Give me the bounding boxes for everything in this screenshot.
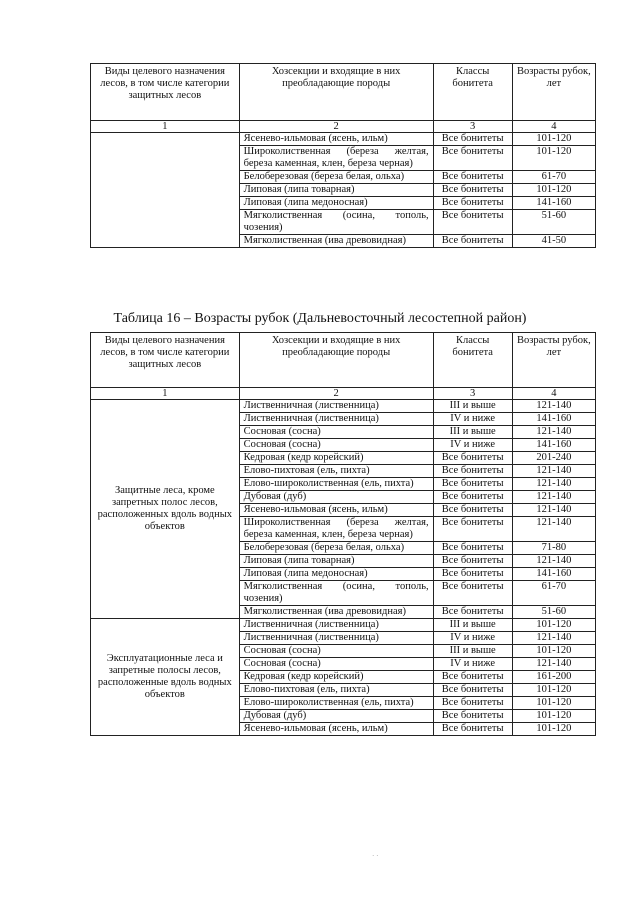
section-cell: Белоберезовая (береза белая, ольха) <box>239 171 433 184</box>
age-cell: 161-200 <box>512 671 595 684</box>
section-cell: Белоберезовая (береза белая, ольха) <box>239 542 433 555</box>
section-cell: Липовая (липа медоносная) <box>239 197 433 210</box>
age-cell: 121-140 <box>512 555 595 568</box>
age-cell: 121-140 <box>512 478 595 491</box>
bonitet-cell: Все бонитеты <box>433 465 512 478</box>
age-cell: 101-120 <box>512 710 595 723</box>
section-cell: Лиственничная (лиственница) <box>239 619 433 632</box>
table-body <box>91 133 596 248</box>
bonitet-cell: Все бонитеты <box>433 133 512 146</box>
table-caption: Таблица 16 – Возрасты рубок (Дальневосточный лесостепной район) <box>113 311 527 326</box>
scan-artifact: · · <box>372 852 379 860</box>
section-cell: Лиственничная (лиственница) <box>239 400 433 413</box>
header-age: Возрасты рубок, лет <box>512 333 595 388</box>
bonitet-cell: Все бонитеты <box>433 606 512 619</box>
age-cell: 61-70 <box>512 171 595 184</box>
bonitet-cell: III и выше <box>433 645 512 658</box>
table-header-row <box>91 64 596 121</box>
section-cell: Широколиственная (береза желтая, береза каменная, клен, береза черная) <box>239 517 433 542</box>
table-row <box>91 619 596 632</box>
age-cell: 71-80 <box>512 542 595 555</box>
column-number: 1 <box>91 121 240 133</box>
table-row <box>91 400 596 413</box>
bonitet-cell: Все бонитеты <box>433 671 512 684</box>
age-cell: 121-140 <box>512 400 595 413</box>
section-cell: Кедровая (кедр корейский) <box>239 452 433 465</box>
section-cell: Дубовая (дуб) <box>239 491 433 504</box>
age-cell: 101-120 <box>512 619 595 632</box>
purpose-category-cell: Эксплуатационные леса и запретные полосы лесов, расположенные вдоль водных объектов <box>91 619 240 736</box>
bonitet-cell: Все бонитеты <box>433 723 512 736</box>
section-cell: Кедровая (кедр корейский) <box>239 671 433 684</box>
bonitet-cell: Все бонитеты <box>433 184 512 197</box>
age-cell: 121-140 <box>512 491 595 504</box>
age-cell: 51-60 <box>512 210 595 235</box>
purpose-category-cell: Защитные леса, кроме запретных полос лесов, расположенных вдоль водных объектов <box>91 400 240 619</box>
age-cell: 101-120 <box>512 645 595 658</box>
column-number: 1 <box>91 388 240 400</box>
section-cell: Дубовая (дуб) <box>239 710 433 723</box>
column-number: 3 <box>433 121 512 133</box>
bonitet-cell: Все бонитеты <box>433 491 512 504</box>
column-number: 4 <box>512 388 595 400</box>
header-bonitet: Классы бонитета <box>433 333 512 388</box>
age-cell: 141-160 <box>512 197 595 210</box>
section-cell: Мягколиственная (ива древовидная) <box>239 235 433 248</box>
section-cell: Мягколиственная (осина, тополь, чозения) <box>239 581 433 606</box>
age-cell: 141-160 <box>512 439 595 452</box>
section-cell: Лиственничная (лиственница) <box>239 632 433 645</box>
table-body <box>91 400 596 736</box>
age-cell: 101-120 <box>512 684 595 697</box>
bonitet-cell: IV и ниже <box>433 413 512 426</box>
column-number-row <box>91 388 596 400</box>
age-cell: 121-140 <box>512 658 595 671</box>
bonitet-cell: Все бонитеты <box>433 504 512 517</box>
section-cell: Лиственничная (лиственница) <box>239 413 433 426</box>
age-cell: 101-120 <box>512 723 595 736</box>
age-cell: 121-140 <box>512 632 595 645</box>
section-cell: Ясенево-ильмовая (ясень, ильм) <box>239 504 433 517</box>
section-cell: Сосновая (сосна) <box>239 439 433 452</box>
section-cell: Елово-широколиственная (ель, пихта) <box>239 478 433 491</box>
bonitet-cell: Все бонитеты <box>433 171 512 184</box>
table-row <box>91 133 596 146</box>
section-cell: Сосновая (сосна) <box>239 426 433 439</box>
age-cell: 201-240 <box>512 452 595 465</box>
age-cell: 51-60 <box>512 606 595 619</box>
section-cell: Мягколиственная (ива древовидная) <box>239 606 433 619</box>
age-cell: 121-140 <box>512 504 595 517</box>
bonitet-cell: Все бонитеты <box>433 568 512 581</box>
header-bonitet: Классы бонитета <box>433 64 512 121</box>
column-number-row <box>91 121 596 133</box>
age-cell: 101-120 <box>512 697 595 710</box>
bonitet-cell: IV и ниже <box>433 658 512 671</box>
header-section: Хозсекции и входящие в них преобладающие породы <box>239 333 433 388</box>
bonitet-cell: Все бонитеты <box>433 710 512 723</box>
bonitet-cell: Все бонитеты <box>433 197 512 210</box>
bonitet-cell: III и выше <box>433 619 512 632</box>
bonitet-cell: Все бонитеты <box>433 146 512 171</box>
age-cell: 41-50 <box>512 235 595 248</box>
age-cell: 61-70 <box>512 581 595 606</box>
bonitet-cell: Все бонитеты <box>433 478 512 491</box>
header-section: Хозсекции и входящие в них преобладающие породы <box>239 64 433 121</box>
age-cell: 101-120 <box>512 146 595 171</box>
age-cell: 101-120 <box>512 184 595 197</box>
header-purpose: Виды целевого назначения лесов, в том числе категории защитных лесов <box>91 64 240 121</box>
bonitet-cell: III и выше <box>433 426 512 439</box>
header-age: Возрасты рубок, лет <box>512 64 595 121</box>
age-cell: 141-160 <box>512 413 595 426</box>
age-cell: 121-140 <box>512 517 595 542</box>
bonitet-cell: Все бонитеты <box>433 210 512 235</box>
table-continuation <box>90 63 596 248</box>
bonitet-cell: Все бонитеты <box>433 555 512 568</box>
table-16 <box>90 332 596 736</box>
table-header-row <box>91 333 596 388</box>
bonitet-cell: III и выше <box>433 400 512 413</box>
bonitet-cell: IV и ниже <box>433 632 512 645</box>
section-cell: Липовая (липа медоносная) <box>239 568 433 581</box>
bonitet-cell: Все бонитеты <box>433 684 512 697</box>
purpose-category-cell <box>91 133 240 248</box>
bonitet-cell: IV и ниже <box>433 439 512 452</box>
section-cell: Сосновая (сосна) <box>239 658 433 671</box>
bonitet-cell: Все бонитеты <box>433 517 512 542</box>
section-cell: Мягколиственная (осина, тополь, чозения) <box>239 210 433 235</box>
header-purpose: Виды целевого назначения лесов, в том числе категории защитных лесов <box>91 333 240 388</box>
section-cell: Широколиственная (береза желтая, береза каменная, клен, береза черная) <box>239 146 433 171</box>
column-number: 3 <box>433 388 512 400</box>
section-cell: Елово-пихтовая (ель, пихта) <box>239 465 433 478</box>
section-cell: Ясенево-ильмовая (ясень, ильм) <box>239 133 433 146</box>
section-cell: Липовая (липа товарная) <box>239 184 433 197</box>
section-cell: Ясенево-ильмовая (ясень, ильм) <box>239 723 433 736</box>
section-cell: Липовая (липа товарная) <box>239 555 433 568</box>
bonitet-cell: Все бонитеты <box>433 235 512 248</box>
bonitet-cell: Все бонитеты <box>433 452 512 465</box>
column-number: 4 <box>512 121 595 133</box>
age-cell: 141-160 <box>512 568 595 581</box>
bonitet-cell: Все бонитеты <box>433 581 512 606</box>
bonitet-cell: Все бонитеты <box>433 542 512 555</box>
column-number: 2 <box>239 121 433 133</box>
bonitet-cell: Все бонитеты <box>433 697 512 710</box>
column-number: 2 <box>239 388 433 400</box>
age-cell: 121-140 <box>512 465 595 478</box>
age-cell: 101-120 <box>512 133 595 146</box>
section-cell: Сосновая (сосна) <box>239 645 433 658</box>
age-cell: 121-140 <box>512 426 595 439</box>
section-cell: Елово-пихтовая (ель, пихта) <box>239 684 433 697</box>
section-cell: Елово-широколиственная (ель, пихта) <box>239 697 433 710</box>
